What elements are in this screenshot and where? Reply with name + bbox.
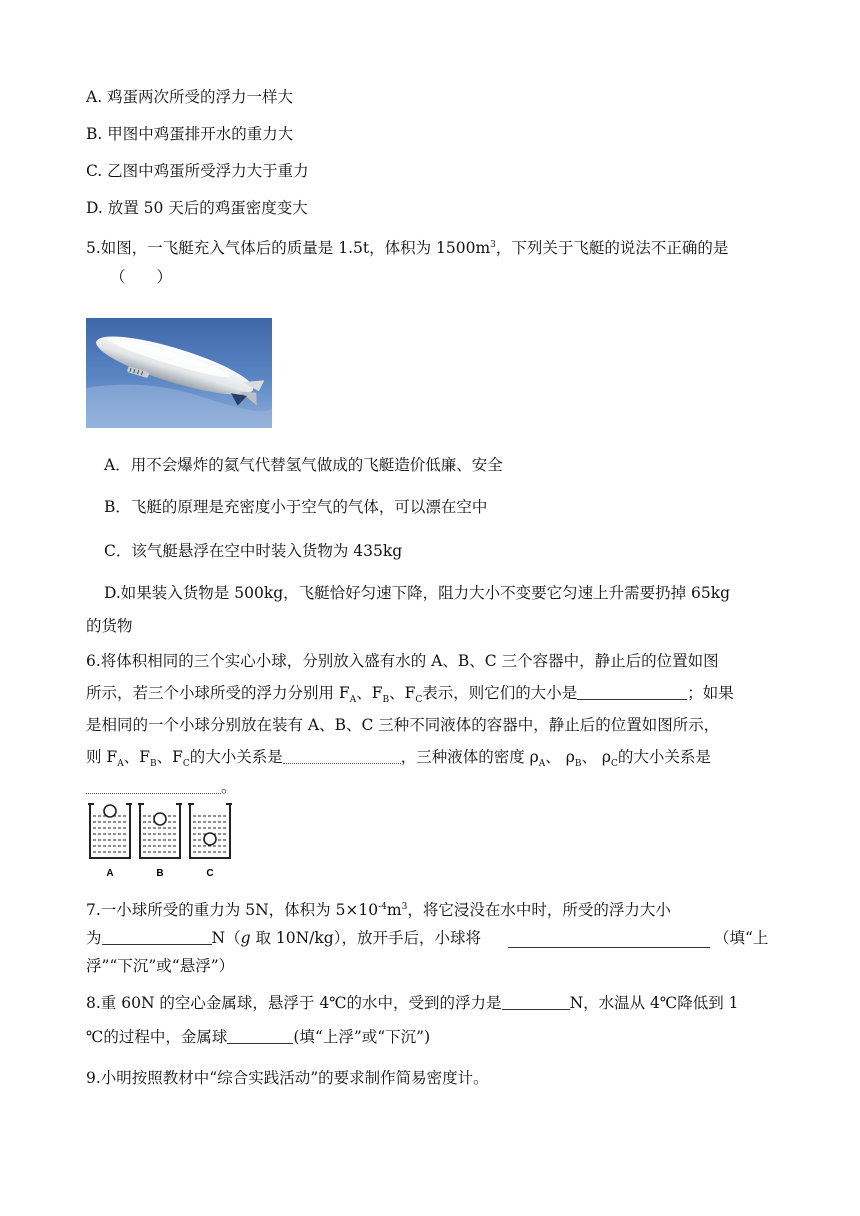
q6-l4-sub-b: B [149,759,157,770]
q8-answer-blank-2[interactable] [227,1027,293,1044]
q6-line-3: 是相同的一个小球分别放在装有 A、B、C 三种不同液体的容器中，静止后的位置如图所示， [86,716,720,734]
q6-line-4 [86,746,711,775]
beakers-figure [86,798,236,880]
q8-l2-text-b: (填“上浮”或“下沉”) [293,1028,431,1046]
q8-line-2 [86,1026,430,1048]
q5-option-a: A．用不会爆炸的氦气代替氢气做成的飞艇造价低廉、安全 [104,456,503,474]
q6-l4-sub-a: A [117,759,124,770]
q8-l1-text-b: N，水温从 4℃降低到 1 [569,994,739,1012]
beaker-label-a: A [106,868,114,879]
q6-sub-b: B [382,695,390,706]
airship-photo [86,318,272,428]
q5-option-b: B．飞艇的原理是充密度小于空气的气体，可以漂在空中 [104,498,488,516]
q4-option-b: B. 甲图中鸡蛋排开水的重力大 [86,125,294,143]
q7-l2-g-symbol: g [240,929,251,947]
q8-l2-text-a: ℃的过程中，金属球 [86,1028,228,1046]
q5-option-c: C．该气艇悬浮在空中时装入货物为 435kg [104,542,403,560]
q8-answer-blank-1[interactable] [502,993,570,1010]
q8-line-1 [86,992,739,1014]
q6-l2-text-a: 所示，若三个小球所受的浮力分别用 F [86,684,350,702]
q6-answer-blank-3[interactable] [86,777,221,794]
q7-line-2 [86,927,481,949]
q5-option-d: D.如果装入货物是 500kg，飞艇恰好匀速下降，阻力大小不变要它匀速上升需要扔掉 65kg [104,584,731,602]
q6-l2-text-c: 、F [389,684,416,702]
q9-line-1: 9.小明按照教材中“综合实践活动”的要求制作简易密度计。 [86,1069,489,1087]
q5-paren: （ ） [110,268,173,286]
q6-rho-sub-c: C [611,759,618,770]
q8-l1-text-a: 8.重 60N 的空心金属球，悬浮于 4℃的水中，受到的浮力是 [86,994,502,1012]
q5-stem-text-b: ，下列关于飞艇的说法不正确的是 [495,239,729,258]
beaker-label-b: B [156,868,164,879]
q6-line-1: 6.将体积相同的三个实心小球，分别放入盛有水的 A、B、C 三个容器中，静止后的位置如图 [86,652,719,670]
q7-l2-text-b: N（ [211,929,241,947]
q7-line-1 [86,896,671,921]
q6-line-5 [86,776,237,798]
q5-option-d-cont: 的货物 [86,617,133,635]
beaker-label-c: C [206,868,214,879]
q4-option-a: A. 鸡蛋两次所受的浮力一样大 [86,88,294,106]
q7-l1-sup: -4 [378,902,387,912]
q6-sub-a: A [349,695,357,706]
q6-l4-text-h: 的大小关系是 [617,748,711,766]
q6-l4-text-c: 、F [156,748,183,766]
q6-answer-blank-1[interactable] [577,683,687,700]
q6-l2-text-e: ；如果 [687,684,734,702]
q6-l4-text-d: 的大小关系是 [189,748,283,766]
q6-l4-text-f: 、 ρ [545,748,575,766]
q7-l2-text-a: 为 [86,929,102,947]
airship-image [86,318,272,428]
q6-line-2 [86,682,734,711]
q7-l2-text-c: 取 10N/kg），放开手后，小球将 [250,929,481,947]
q5-stem [86,234,728,259]
q6-l4-text-b: 、F [123,748,150,766]
q7-l1-sup2: 3 [401,902,408,912]
q7-answer-blank-1[interactable] [102,928,212,945]
q6-l4-text-e: ，三种液体的密度 ρ [400,748,539,766]
q6-l2-text-d: 表示，则它们的大小是 [422,684,578,702]
q4-option-c: C. 乙图中鸡蛋所受浮力大于重力 [86,162,309,180]
q7-line-3: 浮”“下沉”或“悬浮”） [86,957,235,975]
q5-stem-sup: 3 [490,240,496,250]
q6-l4-text-a: 则 F [86,748,118,766]
q5-stem-text-a: 5.如图，一飞艇充入气体后的质量是 1.5t，体积为 1500m [86,239,491,258]
q7-l1-text-a: 7.一小球所受的重力为 5N，体积为 5×10 [86,901,379,920]
q6-l5-end: 。 [221,778,237,796]
q7-l1-text-c: ，将它浸没在水中时，所受的浮力大小 [407,901,671,920]
q6-l2-text-b: 、F [356,684,383,702]
q7-l2-fill-hint: （填“上 [714,929,769,947]
q7-l1-text-b: m [386,901,402,920]
q6-l4-sub-c: C [182,759,190,770]
q6-rho-sub-a: A [538,759,546,770]
q7-answer-blank-2[interactable] [508,931,710,948]
q4-option-d: D. 放置 50 天后的鸡蛋密度变大 [86,199,308,217]
q6-answer-blank-2[interactable] [283,747,401,764]
beakers-diagram [86,798,236,880]
q6-sub-c: C [415,695,423,706]
q6-rho-sub-b: B [574,759,582,770]
q6-l4-text-g: 、 ρ [581,748,612,766]
